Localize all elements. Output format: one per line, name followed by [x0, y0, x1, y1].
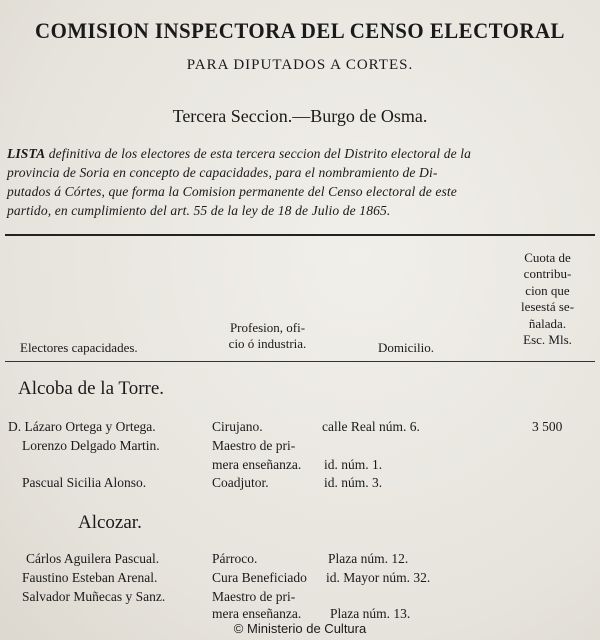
intro-line-3: putados á Córtes, que forma la Comision permanente del Censo electoral de este — [7, 184, 457, 199]
copyright-watermark — [0, 621, 600, 636]
document-title: COMISION INSPECTORA DEL CENSO ELECTORAL — [35, 18, 565, 43]
elector-address: Plaza núm. 12. — [328, 551, 409, 566]
cuota-line-5: ñalada. — [528, 315, 567, 331]
document-subtitle: PARA DIPUTADOS A CORTES. — [186, 57, 414, 73]
intro-line-1-text: definitiva de los electores de esta tercera seccion del Distrito electoral de la — [48, 146, 472, 161]
elector-name: Faustino Esteban Arenal. — [22, 570, 158, 585]
header-rule — [5, 234, 595, 236]
cuota-line-6: Esc. Mls. — [523, 332, 572, 348]
elector-profession: Cura Beneficiado — [212, 570, 307, 585]
profesion-line-1: Profesion, ofi- — [229, 320, 306, 335]
elector-cuota: 3 500 — [532, 419, 563, 434]
intro-line-4: partido, en cumplimiento del art. 55 de la ley de 18 de Julio de 1865. — [7, 203, 391, 218]
cuota-line-2: contribu- — [523, 266, 572, 282]
column-header-profesion — [210, 320, 325, 352]
intro-lead: LISTA — [7, 146, 46, 161]
elector-profession: Cirujano. — [212, 419, 263, 434]
elector-profession: Maestro de pri- — [212, 438, 296, 453]
elector-name: Lorenzo Delgado Martin. — [22, 438, 160, 453]
elector-name: D. Lázaro Ortega y Ortega. — [8, 419, 156, 434]
profesion-line-2: cio ó industria. — [228, 336, 307, 351]
elector-address: id. núm. 1. — [324, 457, 383, 472]
cuota-line-1: Cuota de — [524, 250, 571, 265]
intro-line-1 — [7, 144, 593, 163]
elector-profession: Coadjutor. — [212, 475, 269, 490]
elector-profession: Maestro de pri- — [212, 589, 296, 604]
column-header-rule — [5, 361, 595, 362]
elector-address: calle Real núm. 6. — [322, 419, 420, 434]
elector-profession: mera enseñanza. — [212, 606, 302, 621]
column-header-electores: Electores capacidades. — [20, 340, 138, 355]
elector-profession: mera enseñanza. — [212, 457, 302, 472]
copyright-text: Ministerio de Cultura — [247, 621, 367, 636]
cuota-line-3: cion que — [525, 282, 570, 298]
place-heading: Alcozar. — [78, 512, 142, 533]
elector-name: Salvador Muñecas y Sanz. — [22, 589, 166, 604]
intro-line-2: provincia de Soria en concepto de capacidades, para el nombramiento de Di- — [7, 165, 438, 180]
elector-address: Plaza núm. 13. — [330, 606, 411, 621]
section-heading: Tercera Seccion.—Burgo de Osma. — [172, 106, 428, 126]
elector-address: id. núm. 3. — [324, 475, 383, 490]
place-heading: Alcoba de la Torre. — [18, 378, 165, 399]
elector-name: Cárlos Aguilera Pascual. — [26, 551, 160, 566]
cuota-line-4: lesestá se- — [520, 299, 575, 315]
copyright-icon: © — [233, 621, 244, 636]
elector-profession: Párroco. — [212, 551, 258, 566]
intro-paragraph — [7, 144, 593, 220]
elector-address: id. Mayor núm. 32. — [326, 570, 431, 585]
elector-name: Pascual Sicilia Alonso. — [22, 475, 147, 490]
column-header-cuota — [500, 250, 595, 348]
column-header-domicilio: Domicilio. — [378, 340, 434, 355]
